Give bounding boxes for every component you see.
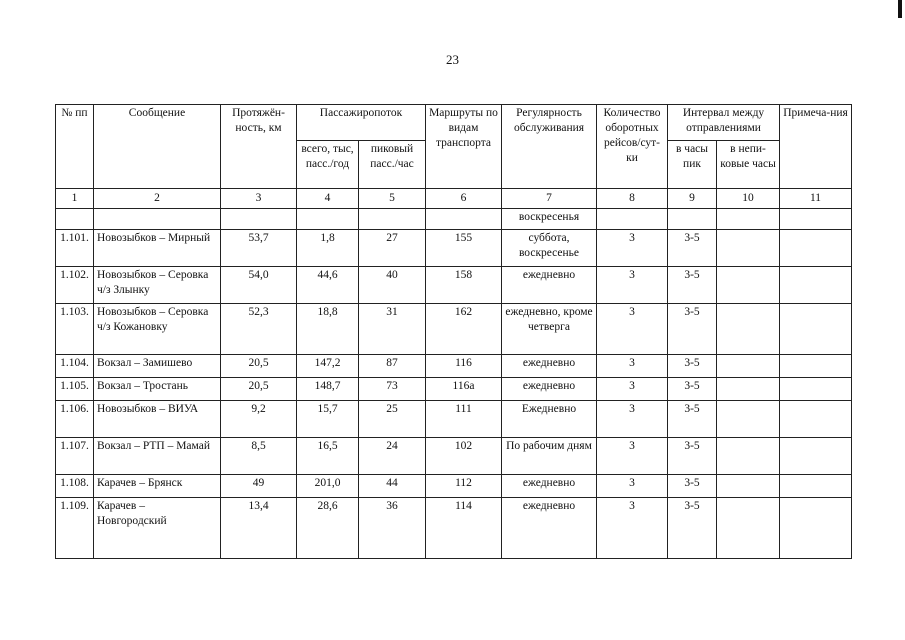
length-cell: 9,2 [221, 401, 297, 438]
regularity-cell: ежедневно [502, 475, 597, 498]
route-number-cell: 155 [426, 230, 502, 267]
row-number: 1.108. [56, 475, 94, 498]
total-passengers-cell: 16,5 [297, 438, 359, 475]
length-cell: 20,5 [221, 355, 297, 378]
page-edge-mark [898, 0, 902, 18]
column-number: 3 [221, 189, 297, 209]
regularity-cell: ежедневно, кроме четверга [502, 304, 597, 355]
interval-offpeak-cell [717, 475, 780, 498]
notes-cell [780, 438, 852, 475]
header-routes-by-type: Маршруты по видам транспорта [426, 105, 502, 189]
routes-table [55, 104, 852, 559]
route-number-cell: 116 [426, 355, 502, 378]
column-number: 5 [359, 189, 426, 209]
header-passenger-flow: Пассажиропоток [297, 105, 426, 141]
interval-offpeak-cell [717, 401, 780, 438]
notes-cell [780, 355, 852, 378]
trips-cell: 3 [597, 498, 668, 559]
interval-peak-cell: 3-5 [668, 378, 717, 401]
length-cell: 53,7 [221, 230, 297, 267]
table-row [56, 438, 852, 475]
column-number: 7 [502, 189, 597, 209]
route-name: Карачев – Брянск [94, 475, 221, 498]
header-row-top [56, 105, 852, 141]
interval-peak-cell: 3-5 [668, 355, 717, 378]
route-number-cell: 158 [426, 267, 502, 304]
header-peak-hours: в часы пик [668, 141, 717, 189]
header-offpeak-hours: в непи-ковые часы [717, 141, 780, 189]
regularity-cell: ежедневно [502, 355, 597, 378]
table-row [56, 378, 852, 401]
route-name: Карачев – Новгородский [94, 498, 221, 559]
row-number: 1.109. [56, 498, 94, 559]
route-name: Новозыбков – Мирный [94, 230, 221, 267]
peak-passengers-cell: 44 [359, 475, 426, 498]
peak-passengers-cell: 24 [359, 438, 426, 475]
column-number: 10 [717, 189, 780, 209]
interval-offpeak-cell [717, 378, 780, 401]
peak-passengers-cell: 25 [359, 401, 426, 438]
header-length: Протяжён-ность, км [221, 105, 297, 189]
table-row [56, 401, 852, 438]
trips-cell: 3 [597, 401, 668, 438]
route-number-cell: 112 [426, 475, 502, 498]
column-number: 4 [297, 189, 359, 209]
notes-cell [780, 230, 852, 267]
row-number: 1.101. [56, 230, 94, 267]
interval-peak-cell: 3-5 [668, 438, 717, 475]
interval-offpeak-cell [717, 304, 780, 355]
page-number: 23 [446, 52, 459, 67]
total-passengers-cell: 147,2 [297, 355, 359, 378]
table-row [56, 475, 852, 498]
header-notes: Примеча-ния [780, 105, 852, 189]
column-number: 2 [94, 189, 221, 209]
total-passengers-cell: 201,0 [297, 475, 359, 498]
length-cell: 8,5 [221, 438, 297, 475]
route-name: Новозыбков – ВИУА [94, 401, 221, 438]
peak-passengers-cell: 73 [359, 378, 426, 401]
length-cell: 54,0 [221, 267, 297, 304]
column-number: 9 [668, 189, 717, 209]
interval-offpeak-cell [717, 498, 780, 559]
trips-cell: 3 [597, 378, 668, 401]
route-name: Вокзал – Тростань [94, 378, 221, 401]
total-passengers-cell: 15,7 [297, 401, 359, 438]
interval-peak-cell: 3-5 [668, 304, 717, 355]
interval-offpeak-cell [717, 267, 780, 304]
regularity-cell: ежедневно [502, 378, 597, 401]
regularity-cell: ежедневно [502, 498, 597, 559]
total-passengers-cell: 148,7 [297, 378, 359, 401]
header-interval: Интервал между отправлениями [668, 105, 780, 141]
table-row [56, 304, 852, 355]
interval-peak-cell: 3-5 [668, 230, 717, 267]
column-number: 8 [597, 189, 668, 209]
row-number: 1.103. [56, 304, 94, 355]
peak-passengers-cell: 87 [359, 355, 426, 378]
row-number: 1.102. [56, 267, 94, 304]
trips-cell: 3 [597, 267, 668, 304]
length-cell: 20,5 [221, 378, 297, 401]
header-peak: пиковый пасс./час [359, 141, 426, 189]
route-name: Вокзал – РТП – Мамай [94, 438, 221, 475]
route-name: Новозыбков – Серовка ч/з Кожановку [94, 304, 221, 355]
regularity-cell: По рабочим дням [502, 438, 597, 475]
column-number: 1 [56, 189, 94, 209]
notes-cell [780, 378, 852, 401]
peak-passengers-cell: 27 [359, 230, 426, 267]
total-passengers-cell: 44,6 [297, 267, 359, 304]
route-number-cell: 162 [426, 304, 502, 355]
header-regularity: Регулярность обслуживания [502, 105, 597, 189]
interval-peak-cell: 3-5 [668, 498, 717, 559]
table-row [56, 498, 852, 559]
row-number: 1.104. [56, 355, 94, 378]
table-row [56, 230, 852, 267]
peak-passengers-cell: 36 [359, 498, 426, 559]
peak-passengers-cell: 40 [359, 267, 426, 304]
row-number: 1.105. [56, 378, 94, 401]
header-total: всего, тыс, пасс./год [297, 141, 359, 189]
regularity-cell: ежедневно [502, 267, 597, 304]
length-cell: 52,3 [221, 304, 297, 355]
regularity-cell: суббота, воскресенье [502, 230, 597, 267]
route-number-cell: 111 [426, 401, 502, 438]
total-passengers-cell: 1,8 [297, 230, 359, 267]
route-number-cell: 116а [426, 378, 502, 401]
interval-offpeak-cell [717, 438, 780, 475]
column-number-row [56, 189, 852, 209]
trips-cell: 3 [597, 438, 668, 475]
table-row-continuation [56, 209, 852, 230]
interval-peak-cell: 3-5 [668, 401, 717, 438]
column-number: 6 [426, 189, 502, 209]
header-trips: Количество оборотных рейсов/сут-ки [597, 105, 668, 189]
table-row [56, 355, 852, 378]
interval-offpeak-cell [717, 355, 780, 378]
length-cell: 49 [221, 475, 297, 498]
row-number: 1.106. [56, 401, 94, 438]
interval-peak-cell: 3-5 [668, 267, 717, 304]
interval-peak-cell: 3-5 [668, 475, 717, 498]
header-no: № пп [56, 105, 94, 189]
trips-cell: 3 [597, 304, 668, 355]
table-row [56, 267, 852, 304]
header-route: Сообщение [94, 105, 221, 189]
notes-cell [780, 475, 852, 498]
notes-cell [780, 304, 852, 355]
route-name: Вокзал – Замишево [94, 355, 221, 378]
notes-cell [780, 267, 852, 304]
row-number: 1.107. [56, 438, 94, 475]
peak-passengers-cell: 31 [359, 304, 426, 355]
route-name: Новозыбков – Серовка ч/з Злынку [94, 267, 221, 304]
total-passengers-cell: 28,6 [297, 498, 359, 559]
trips-cell: 3 [597, 475, 668, 498]
notes-cell [780, 401, 852, 438]
regularity-cell: воскресенья [502, 209, 597, 230]
column-number: 11 [780, 189, 852, 209]
trips-cell: 3 [597, 355, 668, 378]
notes-cell [780, 498, 852, 559]
route-number-cell: 114 [426, 498, 502, 559]
regularity-cell: Ежедневно [502, 401, 597, 438]
trips-cell: 3 [597, 230, 668, 267]
table-rows [56, 230, 852, 559]
total-passengers-cell: 18,8 [297, 304, 359, 355]
length-cell: 13,4 [221, 498, 297, 559]
interval-offpeak-cell [717, 230, 780, 267]
route-number-cell: 102 [426, 438, 502, 475]
